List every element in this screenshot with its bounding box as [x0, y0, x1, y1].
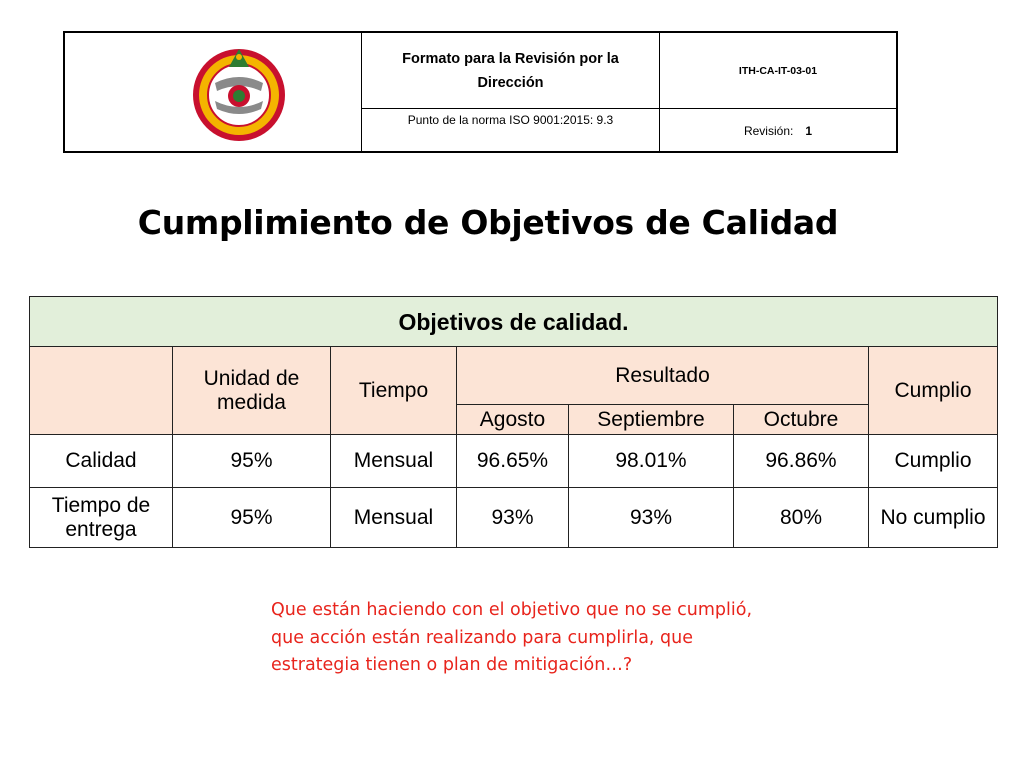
revision-cell — [660, 109, 896, 151]
objective-name: Tiempo de entrega — [30, 488, 173, 548]
unit-cell: 95% — [173, 435, 331, 488]
format-title: Formato para la Revisión por la Dirección — [362, 33, 659, 109]
result-cell: 98.01% — [569, 435, 734, 488]
revision-number: 1 — [805, 124, 813, 138]
month-header: Octubre — [734, 405, 869, 435]
document-header — [63, 31, 898, 153]
complies-cell: No cumplio — [869, 488, 998, 548]
result-cell: 93% — [457, 488, 569, 548]
month-header: Septiembre — [569, 405, 734, 435]
result-cell: 80% — [734, 488, 869, 548]
time-header: Tiempo — [331, 347, 457, 435]
header-middle — [362, 33, 660, 151]
unit-header: Unidad de medida — [173, 347, 331, 435]
complies-header: Cumplio — [869, 347, 998, 435]
result-cell: 96.65% — [457, 435, 569, 488]
table-row — [30, 488, 998, 548]
time-cell: Mensual — [331, 488, 457, 548]
table-title: Objetivos de calidad. — [30, 297, 998, 347]
mitigation-question: Que están haciendo con el objetivo que no se cumplió, que acción están realizando para cumplirla, que estrategia tienen o plan de mitigación…? — [271, 600, 753, 675]
objective-header-blank — [30, 347, 173, 435]
norm-point: Punto de la norma ISO 9001:2015: 9.3 — [407, 113, 614, 127]
month-header: Agosto — [457, 405, 569, 435]
header-right — [660, 33, 896, 151]
document-code: ITH-CA-IT-03-01 — [660, 33, 896, 109]
result-cell: 96.86% — [734, 435, 869, 488]
time-cell: Mensual — [331, 435, 457, 488]
revision-label: Revisión: — [743, 124, 794, 138]
institution-seal-icon — [189, 43, 289, 143]
complies-cell: Cumplio — [869, 435, 998, 488]
result-header: Resultado — [457, 347, 869, 405]
logo-cell — [65, 33, 362, 151]
unit-cell: 95% — [173, 488, 331, 548]
objectives-table — [29, 296, 998, 548]
objective-name: Calidad — [30, 435, 173, 488]
page-title: Cumplimiento de Objetivos de Calidad — [137, 203, 839, 242]
table-row — [30, 435, 998, 488]
result-cell: 93% — [569, 488, 734, 548]
